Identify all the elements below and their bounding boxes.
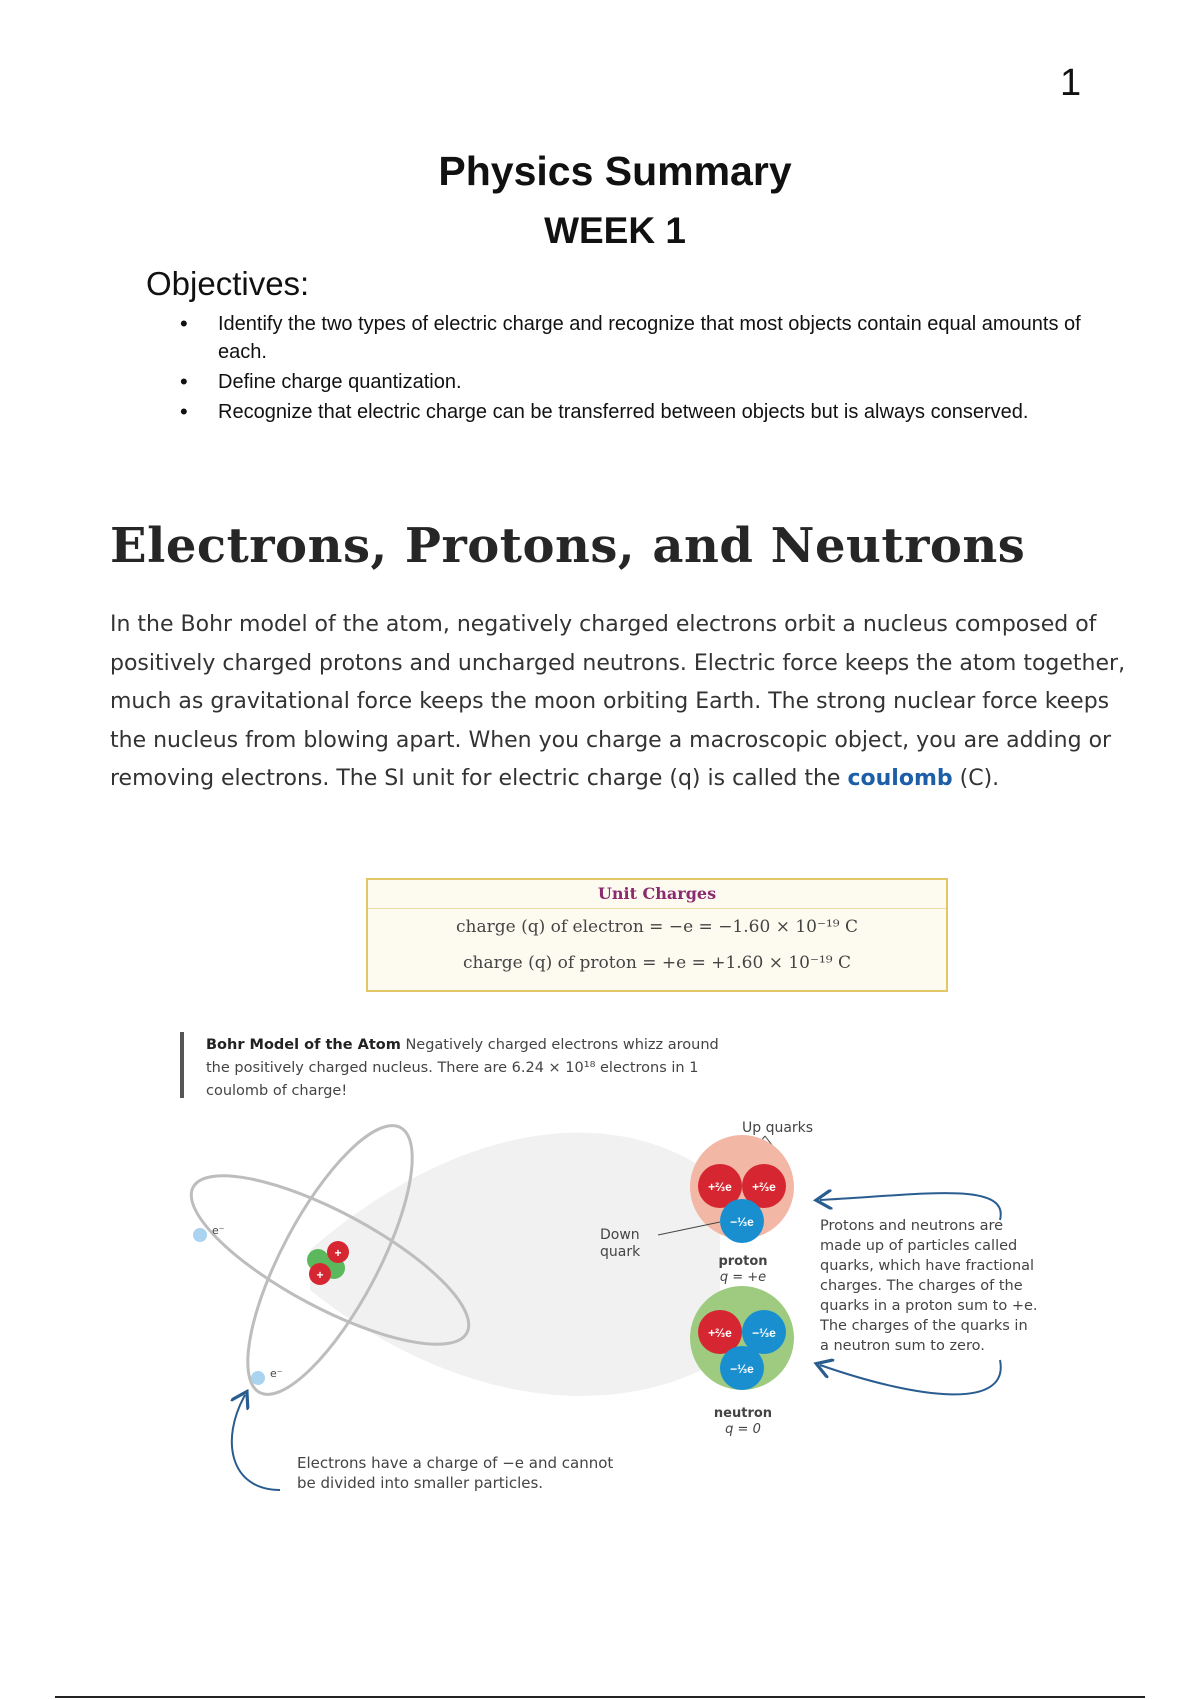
electron-dot <box>193 1228 207 1242</box>
objectives-list <box>178 310 1088 428</box>
up-quarks-label: Up quarks <box>742 1120 814 1136</box>
up-quark-charge: +⅔e <box>708 1180 732 1194</box>
quark-note-arrow <box>820 1193 1001 1220</box>
quark-note-line: quarks in a proton sum to +e. <box>820 1298 1038 1314</box>
body-paragraph <box>110 606 1140 799</box>
objective-item: • Define charge quantization. <box>178 368 1088 396</box>
electron-note-line: be divided into smaller particles. <box>297 1474 544 1492</box>
proton-charge-row: charge (q) of proton = +e = +1.60 × 10⁻¹⁹ C <box>462 953 852 973</box>
down-quark-charge: −⅓e <box>730 1215 754 1229</box>
nucleus-proton-sign: + <box>316 1268 324 1282</box>
down-quark-label: quark <box>600 1244 641 1260</box>
paragraph-text: In the Bohr model of the atom, negatively charged electrons orbit a nucleus composed of positively charged protons and uncharged neutrons. Electric force keeps the atom together, much as gravitational force keeps the moon orbiting Earth. The strong nuclear force keeps the nucleus from blowing apart. When you charge a macroscopic object, you are adding or removing electrons. The SI unit for electric charge (q) is called the <box>110 612 1126 791</box>
objectives-heading: Objectives: <box>146 265 310 302</box>
proton-charge: q = +e <box>719 1270 767 1285</box>
quark-note-line: quarks, which have fractional <box>820 1258 1035 1274</box>
neutron-charge: q = 0 <box>725 1422 761 1437</box>
unit-charges-box <box>366 878 948 992</box>
caption-text: Negatively charged electrons whizz around the positively charged nucleus. There are 6.24 × 10¹⁸ electrons in 1 coulomb of charge! <box>206 1037 719 1099</box>
electron-charge-row: charge (q) of electron = −e = −1.60 × 10⁻¹⁹ C <box>456 917 858 937</box>
down-quark-charge: −⅓e <box>752 1326 776 1340</box>
nucleus-proton-sign: + <box>334 1246 342 1260</box>
quark-note-line: a neutron sum to zero. <box>820 1338 985 1354</box>
coulomb-term: coulomb <box>847 766 953 791</box>
quark-note <box>819 1218 1038 1354</box>
page-number: 1 <box>1060 62 1082 104</box>
bottom-rule <box>55 1696 1145 1698</box>
electron-note-arrow <box>232 1395 280 1490</box>
electron-symbol: e⁻ <box>212 1224 225 1237</box>
page-subtitle: WEEK 1 <box>544 210 686 251</box>
neutron-diagram <box>690 1286 794 1437</box>
caption-title: Bohr Model of the Atom <box>206 1037 401 1053</box>
electron-dot <box>251 1371 265 1385</box>
unit-charges-title: Unit Charges <box>368 880 946 909</box>
quark-note-arrow <box>820 1360 1001 1394</box>
proton-label: proton <box>718 1254 768 1269</box>
up-quark-charge: +⅔e <box>708 1326 732 1340</box>
down-quark-label: Down <box>600 1227 640 1243</box>
caption-bar <box>180 1032 184 1098</box>
figure-caption <box>206 1034 726 1103</box>
quark-note-line: charges. The charges of the <box>820 1278 1023 1294</box>
neutron-label: neutron <box>713 1406 773 1421</box>
up-quark-charge: +⅔e <box>752 1180 776 1194</box>
quark-note-line: made up of particles called <box>820 1238 1018 1254</box>
section-heading: Electrons, Protons, and Neutrons <box>110 518 1026 574</box>
quark-note-line: The charges of the quarks in <box>820 1318 1028 1334</box>
electron-note-line: Electrons have a charge of −e and cannot <box>297 1454 614 1472</box>
down-quark-charge: −⅓e <box>730 1362 754 1376</box>
objective-item: • Recognize that electric charge can be transferred between objects but is always conserved. <box>178 398 1088 426</box>
quark-note-line: Protons and neutrons are <box>820 1218 1004 1234</box>
electron-symbol: e⁻ <box>270 1367 283 1380</box>
zoom-band <box>310 1133 720 1396</box>
page-title: Physics Summary <box>438 148 792 194</box>
objective-item: • Identify the two types of electric charge and recognize that most objects contain equal amounts of each. <box>178 310 1088 366</box>
bohr-atom-figure <box>160 1110 1120 1510</box>
paragraph-text-end: (C). <box>952 766 1000 791</box>
